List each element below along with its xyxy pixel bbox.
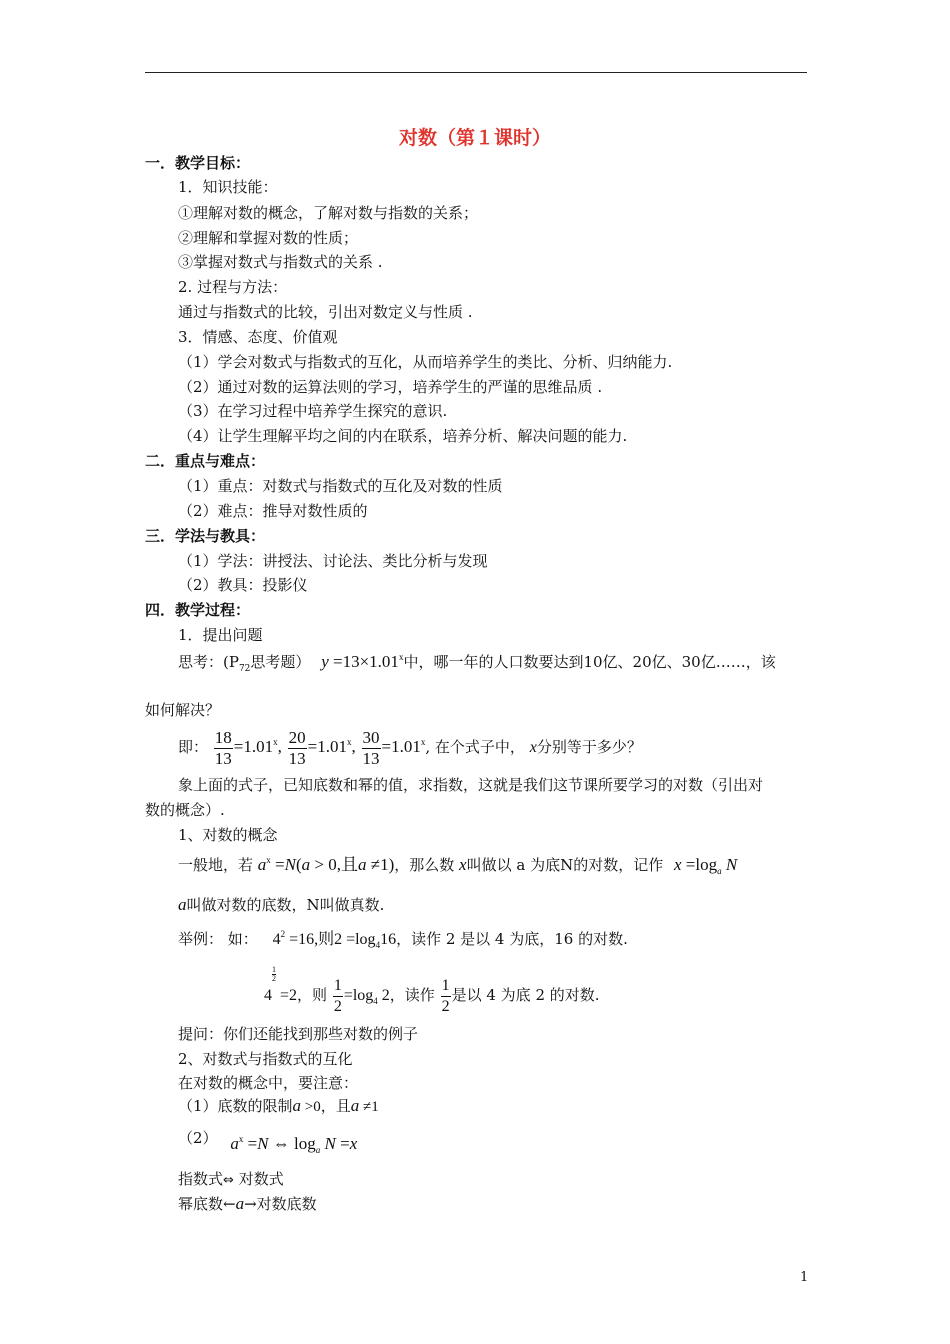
example-equation: $4^2 =16$,则$2 =\log_416$	[272, 929, 397, 950]
s2-line1: （1）重点：对数式与指数式的互化及对数的性质	[178, 477, 503, 495]
relation1-right: 对数式	[233, 1170, 284, 1188]
s1-line6: 通过与指数式的比较，引出对数定义与性质 .	[178, 303, 473, 321]
eq3-tail: $=1.01^x$	[381, 737, 426, 756]
relation1-left: 指数式	[178, 1170, 224, 1188]
note-line: 在对数的概念中，要注意：	[178, 1074, 359, 1092]
question-line: 提问：你们还能找到那些对数的例子	[178, 1025, 419, 1043]
example2-log: $=\log_4$ 2	[343, 987, 390, 1006]
s1-line3: ②理解和掌握对数的性质；	[178, 229, 359, 247]
def-mid: ，那么数	[394, 856, 455, 874]
relation2-right: →对数底数	[244, 1195, 317, 1213]
def-equation: $a^x =N(a > 0$,且a ≠1)	[257, 855, 395, 874]
s1-line2: ①理解对数的概念，了解对数与指数的关系；	[178, 204, 479, 222]
think-line	[178, 652, 776, 675]
def-text: 叫做以 a 为底N的对数，记作	[466, 856, 664, 874]
relation2-var: a	[235, 1194, 245, 1213]
think-label: 思考题）	[250, 653, 311, 671]
s3-line1: （1）学法：讲授法、讨论法、类比分析与发现	[178, 552, 488, 570]
example2-read: ，读作	[389, 986, 435, 1004]
ji-var: x	[529, 739, 537, 756]
def2-var: a	[178, 895, 187, 914]
equivalence-icon: ⇔	[223, 1173, 234, 1188]
s1-line4: ③掌握对数式与指数式的关系 .	[178, 253, 383, 271]
think-prefix: 思考：(P	[178, 653, 239, 671]
para-line2: 数的概念）.	[145, 801, 225, 819]
section1-heading: 一．教学目标：	[145, 154, 251, 172]
s1-line11: （4）让学生理解平均之间的内在联系，培养分析、解决问题的能力.	[178, 427, 628, 445]
example-line1	[178, 929, 628, 951]
definition-line	[178, 855, 737, 877]
s3-line2: （2）教具：投影仪	[178, 576, 308, 594]
note2-label: （2）	[178, 1129, 218, 1147]
page-number: 1	[800, 1270, 809, 1285]
eq2-tail: $=1.01^x$,	[307, 737, 356, 756]
def-prefix: 一般地，若	[178, 856, 254, 874]
example-prefix: 举例： 如：	[178, 930, 258, 948]
definition-line2	[178, 895, 384, 915]
fraction-30-13: $\frac{30}{13}$	[362, 727, 380, 768]
example2-power: 4 $\frac{1}{2}$ =2	[264, 965, 298, 1004]
think-sub: 72	[238, 664, 251, 674]
s1-line9: （2）通过对数的运算法则的学习，培养学生的严谨的思维品质 .	[178, 378, 603, 396]
section3-heading: 三．学法与教具：	[145, 527, 266, 545]
def-var: x	[459, 855, 467, 874]
fraction-1-2: $\frac{1}{2}$	[333, 976, 342, 1015]
section2-heading: 二．重点与难点：	[145, 452, 266, 470]
conversion-heading: 2、对数式与指数式的互化	[178, 1050, 353, 1068]
think-equation: $y =13\times 1.01^x$	[321, 652, 404, 671]
s1-line1: 1．知识技能：	[178, 178, 278, 196]
section4-heading: 四．教学过程：	[145, 601, 251, 619]
ji-label: 即：	[178, 738, 209, 756]
example-reading: ，读作 2 是以 4 为底，16 的对数.	[396, 930, 628, 948]
header-rule	[145, 72, 807, 73]
s4-line1: 1．提出问题	[178, 626, 263, 644]
ji-question-b: 分别等于多少？	[536, 738, 642, 756]
note-item1: （1）底数的限制a >0，且a ≠1	[178, 1096, 379, 1115]
relation-line2	[178, 1194, 317, 1214]
example-line2	[264, 965, 600, 1020]
def2-text: 叫做对数的底数，N叫做真数.	[186, 896, 385, 914]
relation-line1	[178, 1169, 284, 1191]
s2-line2: （2）难点：推导对数性质的	[178, 502, 368, 520]
note1-label: （1）底数的限制	[178, 1097, 293, 1115]
example2-reading: 是以 4 为底 2 的对数.	[451, 986, 600, 1004]
note-item2	[178, 1128, 358, 1155]
s1-line10: （3）在学习过程中培养学生探究的意识.	[178, 402, 448, 420]
s1-line5: 2. 过程与方法：	[178, 278, 288, 296]
fraction-18-13: $\frac{18}{13}$	[214, 727, 232, 768]
s1-line7: 3．情感、态度、价值观	[178, 328, 338, 346]
fraction-1-2-b: $\frac{1}{2}$	[441, 976, 450, 1015]
eq1-tail: $=1.01^x$,	[233, 737, 282, 756]
page-title: 对数（第１课时）	[398, 127, 551, 149]
think-line2: 如何解决？	[145, 701, 221, 719]
ji-question-a: , 在个式子中，	[425, 738, 525, 756]
fraction-20-13: $\frac{20}{13}$	[288, 727, 306, 768]
example2-then: ，则	[297, 986, 328, 1004]
concept-heading: 1、对数的概念	[178, 826, 278, 844]
ji-line	[178, 724, 642, 772]
def-log: $x =\log_a$ N	[673, 855, 738, 876]
s1-line8: （1）学会对数式与指数式的互化，从而培养学生的类比、分析、归纳能力.	[178, 353, 673, 371]
para-line1: 象上面的式子，已知底数和幂的值，求指数，这就是我们这节课所要学习的对数（引出对	[178, 776, 764, 794]
relation2-left: 幂底数←	[178, 1195, 236, 1213]
note2-equation: $a^x =N$ ⇔ $\log_a N =x$	[230, 1134, 358, 1155]
think-rest: 中，哪一年的人口数要达到10亿、20亿、30亿……，该	[403, 653, 776, 671]
